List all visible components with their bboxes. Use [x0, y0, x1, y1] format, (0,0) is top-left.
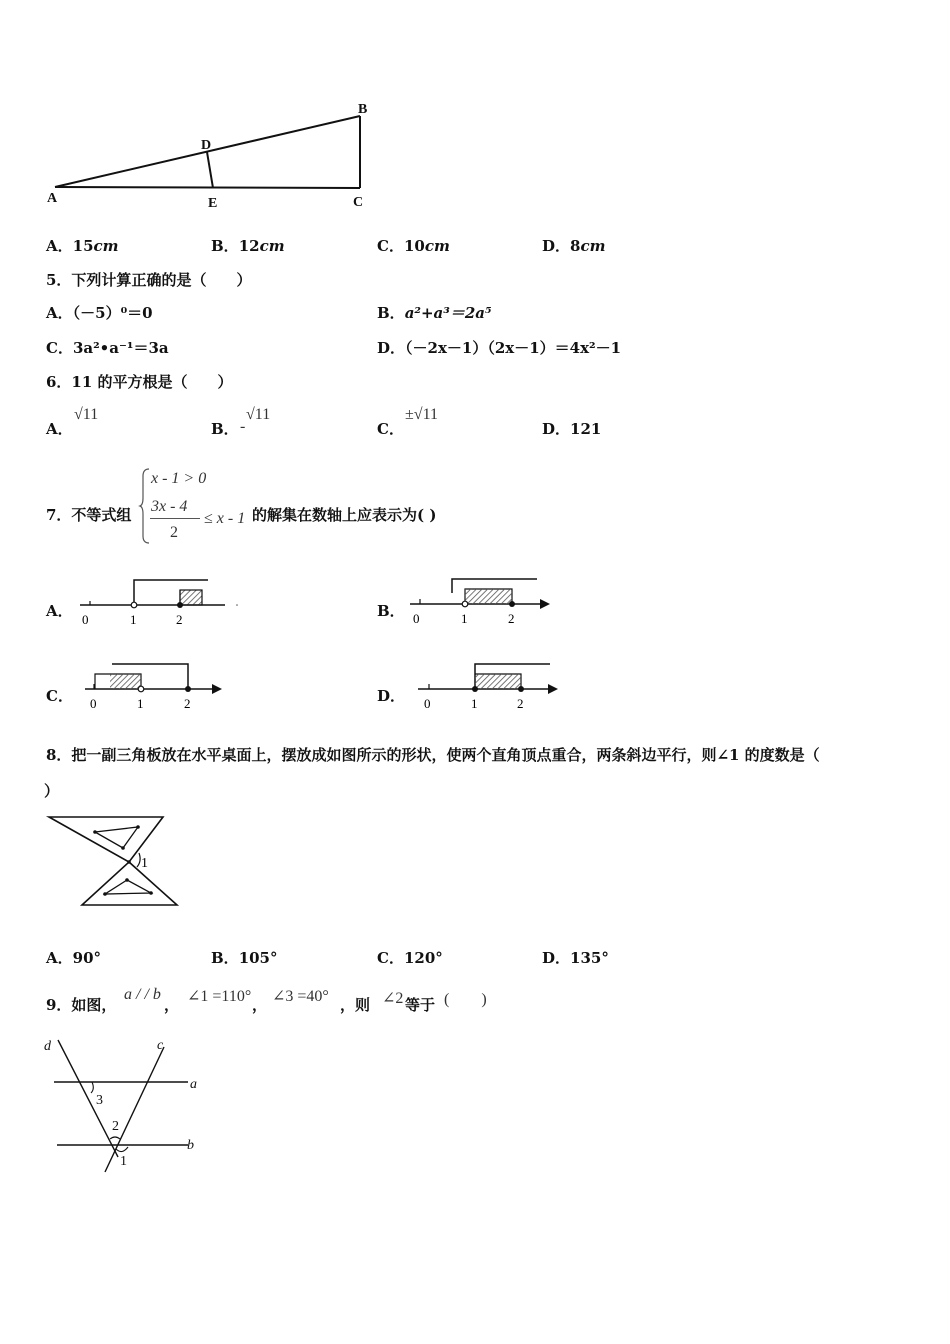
q9-stem: 9．如图，: [46, 996, 117, 1014]
q7-denominator: 2: [170, 524, 178, 541]
q6-option-b-sqrt: √11: [246, 406, 271, 423]
q6-option-c-sqrt: ±√11: [405, 406, 438, 423]
q6-option-b-minus: -: [240, 418, 246, 435]
label-b: B: [358, 102, 368, 117]
q4-option-b: B．12cm: [211, 237, 285, 255]
line-ac: [55, 187, 360, 188]
lower-set-square: [82, 862, 177, 905]
q9-condition-angle-1: ∠1 =110°: [187, 988, 252, 1005]
q9-sep-3: ，则: [340, 996, 371, 1014]
line-d: [58, 1040, 118, 1157]
q7-fraction-bar: [150, 518, 200, 519]
q7-numberline-a: [75, 575, 245, 635]
q4-option-c: C．10cm: [377, 237, 450, 255]
q9-sep-1: ，: [164, 996, 180, 1014]
q8-option-c: C．120°: [377, 949, 443, 967]
q7-numberline-d: [413, 660, 573, 720]
label-c: C: [353, 195, 364, 210]
q4-option-a: A．15cm: [46, 237, 119, 255]
q7-option-c: C．: [46, 687, 73, 705]
q5-stem: 5．下列计算正确的是（ ）: [46, 271, 252, 289]
q7-stem: 7．不等式组: [46, 506, 132, 524]
q6-option-a-letter: A．: [46, 420, 73, 438]
line-c: [105, 1047, 164, 1172]
q7-rhs: ≤ x - 1: [204, 510, 246, 527]
q9-sep-2: ，: [252, 996, 268, 1014]
q6-option-b-letter: B．: [211, 420, 239, 438]
q6-option-c-letter: C．: [377, 420, 404, 438]
svg-text:3: 3: [96, 1093, 103, 1108]
svg-text:1: 1: [137, 696, 144, 711]
label-d: D: [201, 138, 212, 153]
svg-text:0: 0: [424, 696, 431, 711]
line-ab: [55, 116, 360, 187]
q7-numberline-c: [80, 660, 240, 720]
q5-option-a: A．（－5）⁰＝0: [46, 304, 153, 322]
q7-numerator: 3x - 4: [151, 498, 188, 515]
svg-text:1: 1: [120, 1154, 127, 1169]
svg-text:1: 1: [471, 696, 478, 711]
q5-option-b: B．a²+a³＝2a⁵: [377, 304, 492, 322]
q7-inequality-1: x - 1 > 0: [151, 470, 207, 487]
svg-text:2: 2: [176, 612, 183, 627]
q8-set-squares-figure: [45, 805, 225, 915]
q7-option-b: B．: [377, 602, 405, 620]
q8-option-d: D．135°: [542, 949, 609, 967]
svg-text:0: 0: [90, 696, 97, 711]
q9-condition-angle-3: ∠3 =40°: [272, 988, 329, 1005]
q8-option-a: A．90°: [46, 949, 102, 967]
q7-numberline-b: [405, 575, 565, 635]
q6-option-a-sqrt: √11: [74, 406, 99, 423]
q7-option-d: D．: [377, 687, 406, 705]
q7-option-a: A．: [46, 602, 73, 620]
q9-ask-angle-2: ∠2: [382, 990, 404, 1007]
svg-text:0: 0: [82, 612, 89, 627]
q4-option-d: D．8cm: [542, 237, 606, 255]
q9-tail: 等于: [405, 996, 436, 1014]
q5-option-c: C．3a²•a⁻¹＝3a: [46, 339, 169, 357]
q7-tail: 的解集在数轴上应表示为( ): [252, 506, 437, 524]
svg-text:c: c: [157, 1038, 164, 1053]
q5-option-d: D．（－2x－1）（2x－1）＝4x²－1: [377, 339, 622, 357]
q8-stem: 8．把一副三角板放在水平桌面上，摆放成如图所示的形状，使两个直角顶点重合，两条斜边平行，则∠1 的度数是（: [46, 746, 820, 764]
angle-1-label: 1: [141, 856, 148, 871]
label-a: A: [47, 191, 58, 206]
svg-text:2: 2: [517, 696, 524, 711]
svg-text:2: 2: [184, 696, 191, 711]
svg-text:1: 1: [130, 612, 137, 627]
q9-condition-parallel: a / / b: [124, 986, 161, 1003]
q9-answer-parens: ( ): [444, 991, 487, 1008]
svg-text:2: 2: [112, 1119, 119, 1134]
q6-option-d: D．121: [542, 420, 602, 438]
svg-text:b: b: [187, 1138, 194, 1153]
svg-text:d: d: [44, 1039, 51, 1054]
label-e: E: [208, 196, 218, 211]
svg-text:1: 1: [461, 611, 468, 626]
line-de: [207, 152, 213, 188]
q7-system-brace: [140, 468, 150, 544]
svg-text:a: a: [190, 1077, 197, 1092]
svg-text:2: 2: [508, 611, 515, 626]
q6-stem: 6．11 的平方根是（ ）: [46, 373, 233, 391]
q8-option-b: B．105°: [211, 949, 278, 967]
q8-stem-end: ）: [44, 782, 60, 800]
svg-text:0: 0: [413, 611, 420, 626]
q9-parallel-lines-figure: [40, 1035, 210, 1175]
